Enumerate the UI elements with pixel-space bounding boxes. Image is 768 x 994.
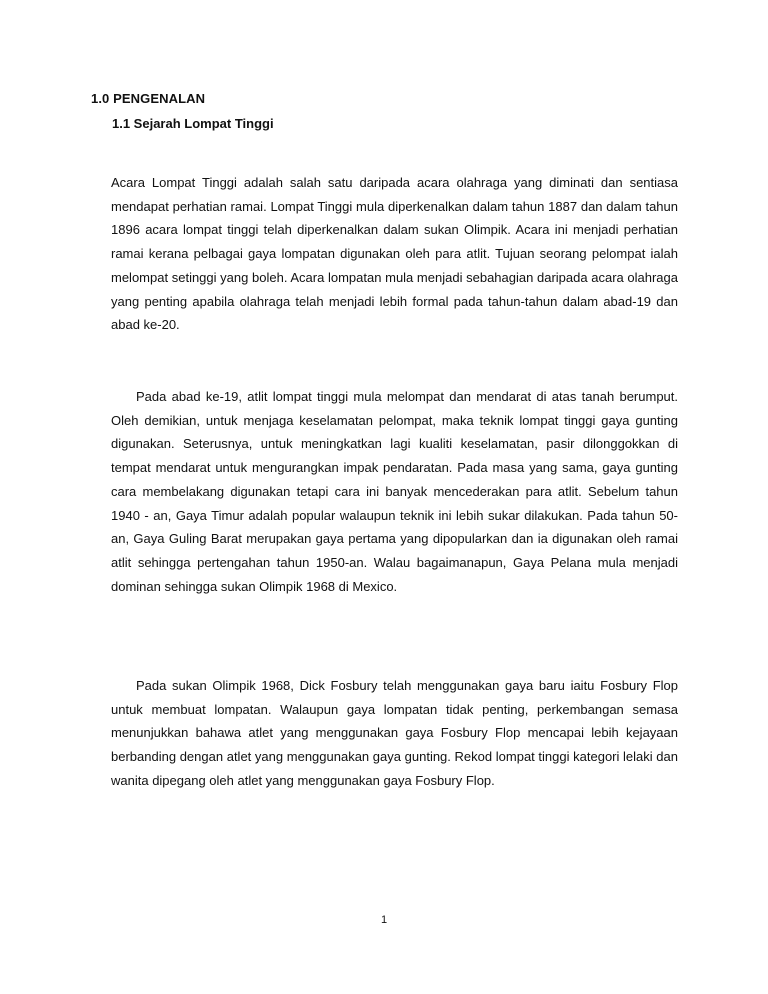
paragraph-intro: Acara Lompat Tinggi adalah salah satu daripada acara olahraga yang diminati dan sentiasa mendapat perhatian ramai. Lompat Tinggi mula diperkenalkan dalam tahun 1887 dan dalam tahun 1896 acara lompat tinggi telah diperkenalkan dalam sukan Olimpik. Acara ini menjadi perhatian ramai kerana pelbagai gaya lompatan digunakan oleh para atlit. Tujuan seorang pelompat ialah melompat setinggi yang boleh. Acara lompatan mula menjadi sebahagian daripada acara olahraga yang penting apabila olahraga telah menjadi lebih formal pada tahun-tahun dalam abad-19 dan abad ke-20. xyxy=(111,175,678,333)
paragraph-fosbury: Pada sukan Olimpik 1968, Dick Fosbury telah menggunakan gaya baru iaitu Fosbury Flop untuk membuat lompatan. Walaupun gaya lompatan tidak penting, perkembangan semasa menunjukkan bahawa atlet yang menggunakan gaya Fosbury Flop mencapai lebih kejayaan berbanding dengan atlet yang menggunakan gaya gunting. Rekod lompat tinggi kategori lelaki dan wanita dipegang oleh atlet yang menggunakan gaya Fosbury Flop. xyxy=(111,678,678,788)
paragraph-history: Pada abad ke-19, atlit lompat tinggi mula melompat dan mendarat di atas tanah berumput. Oleh demikian, untuk menjaga keselamatan pelompat, maka teknik lompat tinggi gaya gunting digunakan. Seterusnya, untuk meningkatkan lagi kualiti keselamatan, pasir dilonggokkan di tempat mendarat untuk mengurangkan impak pendaratan. Pada masa yang sama, gaya gunting cara membelakang digunakan tetapi cara ini banyak mencederakan para atlit. Sebelum tahun 1940 - an, Gaya Timur adalah popular walaupun teknik ini lebih sukar dilakukan. Pada tahun 50-an, Gaya Guling Barat merupakan gaya pertama yang dipopularkan dan ia digunakan oleh ramai atlit sehingga pertengahan tahun 1950-an. Walau bagaimanapun, Gaya Pelana mula menjadi dominan sehingga sukan Olimpik 1968 di Mexico. xyxy=(111,389,678,594)
page-number: 1 xyxy=(380,914,388,926)
subsection-heading: 1.1 Sejarah Lompat Tinggi xyxy=(112,116,274,131)
section-heading: 1.0 PENGENALAN xyxy=(91,91,206,106)
